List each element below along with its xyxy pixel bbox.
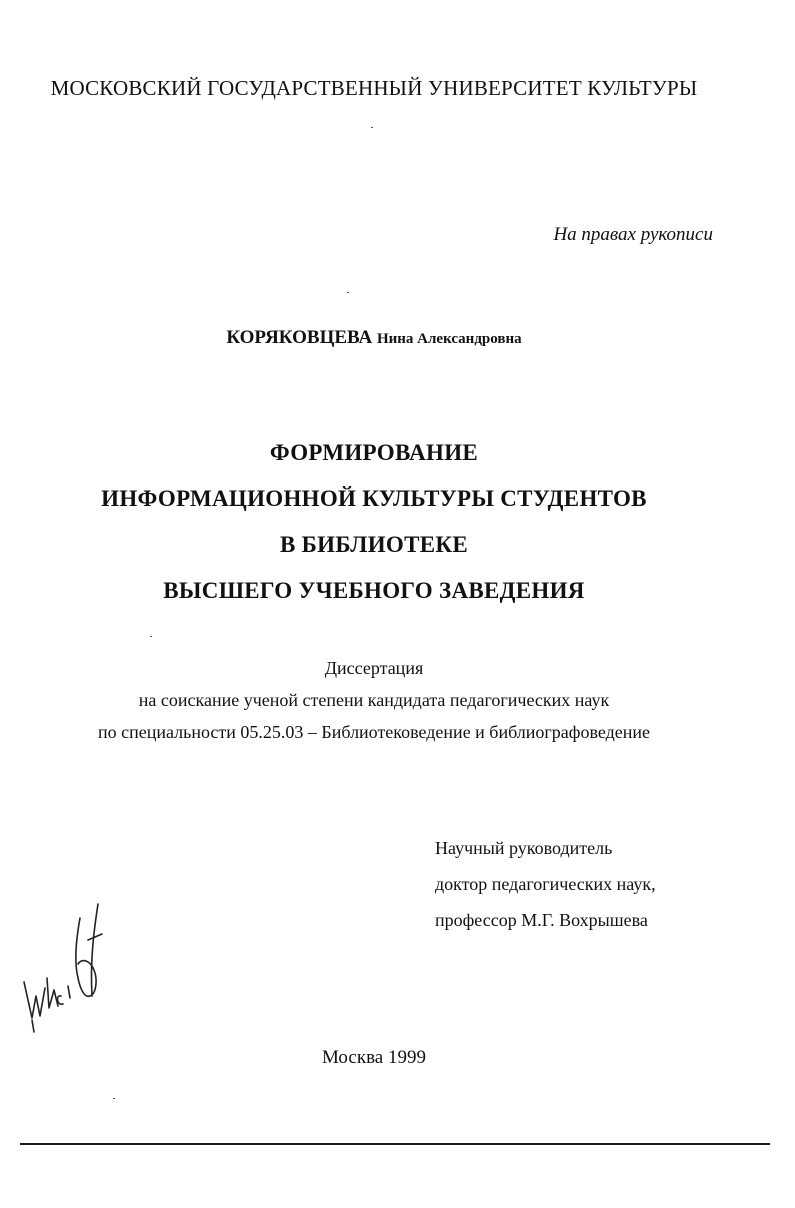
title-line: ВЫСШЕГО УЧЕБНОГО ЗАВЕДЕНИЯ: [163, 578, 585, 603]
title-line: ФОРМИРОВАНИЕ: [269, 440, 479, 465]
city-year: Москва 1999: [322, 1047, 426, 1068]
supervisor-block: [435, 830, 656, 938]
scan-speck: [371, 127, 373, 128]
dissertation-specialty: по специальности 05.25.03 – Библиотековедение и библиографоведение: [97, 722, 651, 742]
author-name: [0, 327, 748, 349]
dissertation-info: [0, 652, 748, 748]
supervisor-role: Научный руководитель: [435, 838, 613, 858]
page-edge-line: [20, 1143, 770, 1145]
manuscript-note: На правах рукописи: [553, 224, 713, 245]
supervisor-name: профессор М.Г. Вохрышева: [435, 910, 648, 930]
scan-speck: [347, 292, 349, 293]
scan-speck: [150, 636, 152, 637]
university-name: МОСКОВСКИЙ ГОСУДАРСТВЕННЫЙ УНИВЕРСИТЕТ КУЛЬТУРЫ: [50, 76, 698, 100]
author-surname: КОРЯКОВЦЕВА: [226, 327, 373, 348]
handwritten-signature: [18, 900, 108, 1040]
dissertation-degree: на соискание ученой степени кандидата педагогических наук: [138, 690, 610, 710]
dissertation-type: Диссертация: [324, 658, 424, 678]
dissertation-title: [0, 430, 748, 614]
author-given-names: Нина Александровна: [376, 331, 522, 347]
title-line: В БИБЛИОТЕКЕ: [279, 532, 469, 557]
scan-speck: [113, 1098, 115, 1099]
title-line: ИНФОРМАЦИОННОЙ КУЛЬТУРЫ СТУДЕНТОВ: [101, 486, 647, 511]
supervisor-degree: доктор педагогических наук,: [435, 874, 656, 894]
